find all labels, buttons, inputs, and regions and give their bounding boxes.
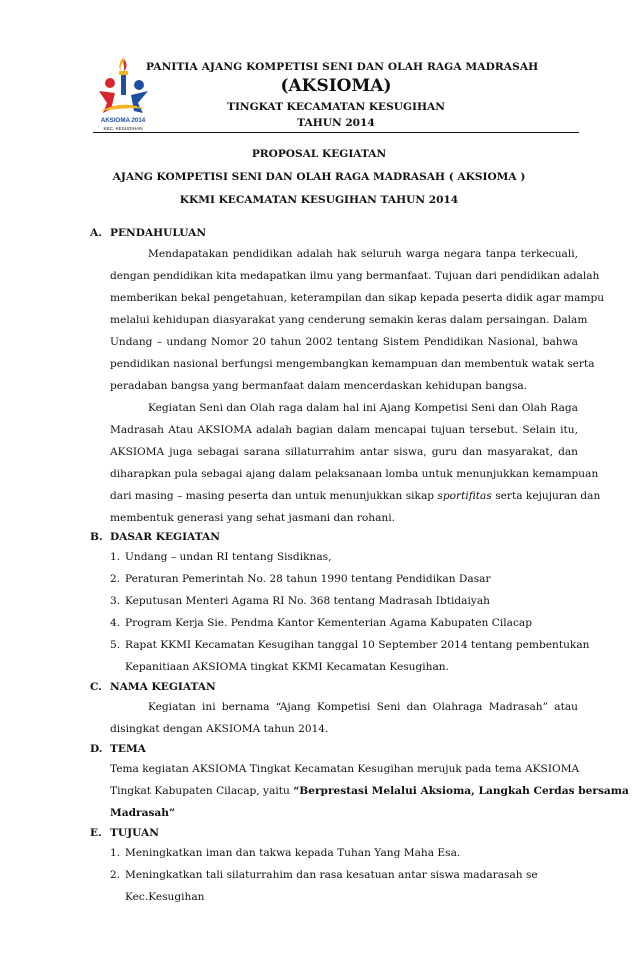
list-item-continuation: Kepanitiaan AKSIOMA tingkat KKMI Kecamatan Kesugihan. xyxy=(125,661,449,673)
list-number: 3. xyxy=(110,595,121,607)
paragraph-line: disingkat dengan AKSIOMA tahun 2014. xyxy=(110,723,329,735)
text-run: serta kejujuran dan xyxy=(495,490,601,502)
section-letter: C. xyxy=(90,681,102,693)
list-number: 2. xyxy=(110,573,121,585)
paragraph-line: pendidikan nasional berfungsi mengembangkan kemampuan dan membentuk watak serta xyxy=(110,358,595,370)
list-number: 1. xyxy=(110,551,121,563)
section-letter: B. xyxy=(90,531,103,543)
section-letter: E. xyxy=(90,827,102,839)
list-number: 1. xyxy=(110,847,121,859)
list-number: 2. xyxy=(110,869,121,881)
paragraph-line: peradaban bangsa yang bermanfaat dalam mencerdaskan kehidupan bangsa. xyxy=(110,380,528,392)
section-a-heading xyxy=(90,227,206,239)
paragraph-line: Tema kegiatan AKSIOMA Tingkat Kecamatan Kesugihan merujuk pada tema AKSIOMA xyxy=(110,763,580,775)
paragraph-line xyxy=(110,490,601,502)
list-text: Program Kerja Sie. Pendma Kantor Kementerian Agama Kabupaten Cilacap xyxy=(125,617,532,629)
section-c-heading xyxy=(90,681,216,693)
paragraph-line: Mendapatakan pendidikan adalah hak seluruh warga negara tanpa terkecuali, xyxy=(148,248,578,260)
section-title: PENDAHULUAN xyxy=(110,227,207,239)
list-item xyxy=(110,639,590,651)
paragraph-line: melalui kehidupan diasyarakat yang cenderung semakin keras dalam persaingan. Dalam xyxy=(110,314,588,326)
italic-term: sportifitas xyxy=(437,490,492,502)
list-item xyxy=(110,869,578,881)
section-d-heading xyxy=(90,743,146,755)
paragraph-line: dengan pendidikan kita medapatkan ilmu yang bermanfaat. Tujuan dari pendidikan adalah xyxy=(110,270,600,282)
paragraph-line: Madrasah Atau AKSIOMA adalah bagian dalam mencapai tujuan tersebut. Selain itu, xyxy=(110,424,578,436)
section-title: DASAR KEGIATAN xyxy=(110,531,220,543)
paragraph-line: Undang – undang Nomor 20 tahun 2002 tentang Sistem Pendidikan Nasional, bahwa xyxy=(110,336,578,348)
proposal-subtitle: AJANG KOMPETISI SENI DAN OLAH RAGA MADRASAH ( AKSIOMA ) xyxy=(112,171,526,183)
paragraph-line: diharapkan pula sebagai ajang dalam pelaksanaan lomba untuk menunjukkan kemampuan xyxy=(110,468,599,480)
paragraph-line: membentuk generasi yang sehat jasmani dan rohani. xyxy=(110,512,395,524)
paragraph-line: Kegiatan Seni dan Olah raga dalam hal ini Ajang Kompetisi Seni dan Olah Raga xyxy=(148,402,578,414)
section-e-heading xyxy=(90,827,159,839)
list-text: Meningkatkan iman dan takwa kepada Tuhan Yang Maha Esa. xyxy=(125,847,461,859)
section-letter: A. xyxy=(90,227,102,239)
list-item xyxy=(110,847,578,859)
logo-caption-2: KEC. KESUGIHAN xyxy=(103,126,143,131)
list-text: Meningkatkan tali silaturrahim dan rasa kesatuan antar siswa madarasah se xyxy=(125,869,538,881)
list-item-continuation: Kec.Kesugihan xyxy=(125,891,205,903)
list-item xyxy=(110,551,578,563)
logo-caption-1: AKSIOMA 2014 xyxy=(100,117,146,124)
proposal-subtitle-2: KKMI KECAMATAN KESUGIHAN TAHUN 2014 xyxy=(179,194,459,206)
theme-quote-end: Madrasah” xyxy=(110,807,176,819)
org-year: TAHUN 2014 xyxy=(297,117,375,129)
section-title: TUJUAN xyxy=(110,827,159,839)
list-text: Peraturan Pemerintah No. 28 tahun 1990 tentang Pendidikan Dasar xyxy=(125,573,491,585)
org-name-line: PANITIA AJANG KOMPETISI SENI DAN OLAH RAGA MADRASAH xyxy=(146,61,539,73)
list-item xyxy=(110,573,578,585)
paragraph-line: memberikan bekal pengetahuan, keterampilan dan sikap kepada peserta didik agar mampu xyxy=(110,292,605,304)
paragraph-line: AKSIOMA juga sebagai sarana sillaturrahim antar siswa, guru dan masyarakat, dan xyxy=(110,446,578,458)
paragraph-line xyxy=(110,785,629,797)
list-item xyxy=(110,617,578,629)
section-title: NAMA KEGIATAN xyxy=(110,681,216,693)
section-b-heading xyxy=(90,531,220,543)
paragraph-line xyxy=(110,807,578,819)
list-item xyxy=(110,595,578,607)
letterhead-divider xyxy=(93,132,579,133)
theme-quote: “Berprestasi Melalui Aksioma, Langkah Cerdas bersama xyxy=(293,785,629,797)
paragraph-line: Kegiatan ini bernama “Ajang Kompetisi Seni dan Olahraga Madrasah” atau xyxy=(148,701,578,713)
aksioma-logo xyxy=(93,53,153,133)
list-text: Rapat KKMI Kecamatan Kesugihan tanggal 10 September 2014 tentang pembentukan xyxy=(125,639,590,651)
list-number: 5. xyxy=(110,639,121,651)
section-title: TEMA xyxy=(110,743,146,755)
section-letter: D. xyxy=(90,743,103,755)
text-run: dari masing – masing peserta dan untuk menunjukkan sikap xyxy=(110,490,435,502)
list-number: 4. xyxy=(110,617,121,629)
list-text: Keputusan Menteri Agama RI No. 368 tentang Madrasah Ibtidaiyah xyxy=(125,595,490,607)
list-text: Undang – undan RI tentang Sisdiknas, xyxy=(125,551,332,563)
proposal-title: PROPOSAL KEGIATAN xyxy=(251,148,387,160)
org-acronym: (AKSIOMA) xyxy=(280,76,392,96)
text-run: Tingkat Kabupaten Cilacap, yaitu xyxy=(110,785,290,797)
org-level: TINGKAT KECAMATAN KESUGIHAN xyxy=(227,101,445,113)
